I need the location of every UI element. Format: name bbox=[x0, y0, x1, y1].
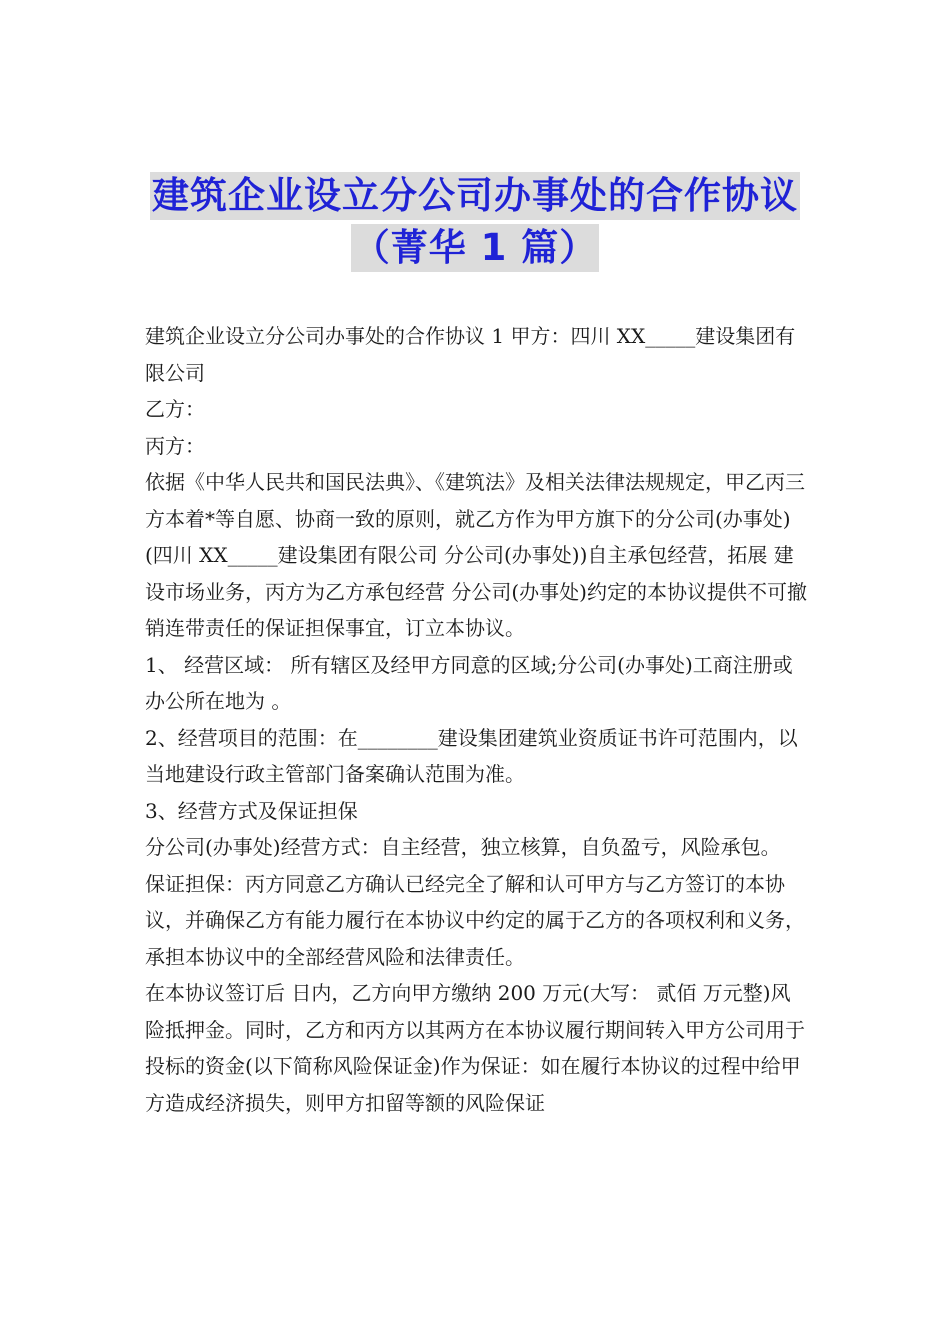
paragraph-opening: 建筑企业设立分公司办事处的合作协议 1 甲方：四川 XX_____建设集团有限公司 bbox=[145, 324, 796, 385]
paragraph-clause-2: 2、经营项目的范围：在________建设集团建筑业资质证书许可范围内，以当地建设行政主管部门备案确认范围为准。 bbox=[145, 725, 798, 786]
paragraph-deposit: 在本协议签订后 日内，乙方向甲方缴纳 200 万元(大写： 贰佰 万元整)风险抵押金。同时，乙方和丙方以其两方在本协议履行期间转入甲方公司用于投标的资金(以下简称风险保证金)作为保证：如在履行本协议的过程中给甲方造成经济损失，则甲方扣留等额的风险保证 bbox=[145, 981, 805, 1115]
paragraph-party-c: 丙方： bbox=[145, 433, 205, 458]
title-line-1: 建筑企业设立分公司办事处的合作协议 bbox=[150, 172, 800, 220]
paragraph-party-b: 乙方： bbox=[145, 397, 205, 421]
paragraph-clause-1: 1、 经营区域： 所有辖区及经甲方同意的区域;分公司(办事处)工商注册或办公所在地为 。 bbox=[145, 652, 793, 713]
document-title bbox=[0, 172, 950, 276]
paragraph-basis: 依据《中华人民共和国民法典》、《建筑法》及相关法律法规规定，甲乙丙三方本着*等自愿、协商一致的原则，就乙方作为甲方旗下的分公司(办事处)(四川 XX_____建设集团有限公司 分公司(办事处))自主承包经营，拓展 建设市场业务，丙方为乙方承包经营 分公司(办事处)约定的本协议提供不可撤销连带责任的保证担保事宜，订立本协议。 bbox=[145, 470, 807, 640]
title-line-2: （菁华 1 篇） bbox=[351, 224, 600, 272]
paragraph-operation-mode: 分公司(办事处)经营方式：自主经营，独立核算，自负盈亏，风险承包。 bbox=[145, 835, 781, 859]
paragraph-clause-3-heading: 3、经营方式及保证担保 bbox=[145, 798, 358, 823]
document-body bbox=[145, 318, 810, 1121]
paragraph-guarantee: 保证担保：丙方同意乙方确认已经完全了解和认可甲方与乙方签订的本协议，并确保乙方有能力履行在本协议中约定的属于乙方的各项权利和义务，承担本协议中的全部经营风险和法律责任。 bbox=[145, 871, 805, 969]
